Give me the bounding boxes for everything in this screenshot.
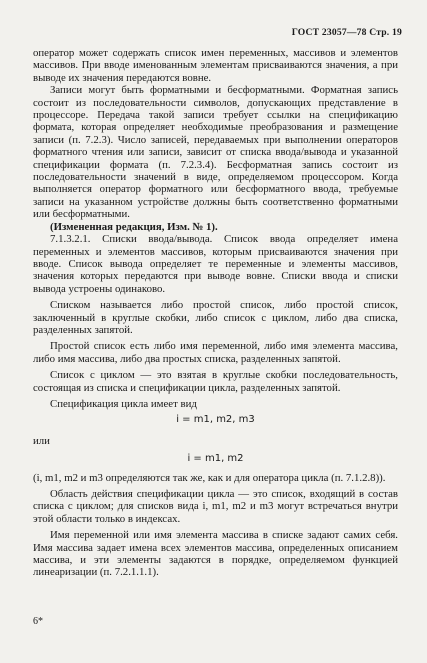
paragraph: Имя переменной или имя элемента массива в списке задают самих себя. Имя массива задает имена всех элементов массива, определенных описанием массива, и эти элементы задаются в порядке, определяемом функцией линеаризации (п. 7.2.1.1.1).	[33, 529, 398, 579]
paragraph: (i, m1, m2 и m3 определяются так же, как и для оператора цикла (п. 7.1.2.8)).	[33, 471, 386, 484]
document-body	[33, 47, 398, 579]
paragraph: Записи могут быть форматными и бесформатными. Форматная запись состоит из последовательности символов, допускающих представление в процессоре. Передача такой записи требует ссылки на спецификацию формата, которая определяет необходимые преобразования и размещение записи (п. 7.2.3). Число записей, передаваемых при выполнении операторов форматного чтения или записи, зависит от списка ввода/вывода и указанной спецификации формата (п. 7.2.3.4). Бесформатная запись состоит из последовательности значений в виде, определяемом процессором. Когда выполняется оператор форматного или бесформатного ввода, требуемые записи на указанном устройстве должны быть соответственно форматными или бесформатными.	[33, 84, 398, 221]
paragraph: Спецификация цикла имеет вид	[50, 397, 197, 410]
revision-note	[33, 221, 398, 233]
page-number: 6*	[33, 616, 43, 627]
paragraph: Списки ввода/вывода. Список ввода определяет имена переменных и элементов массивов, которым присваиваются значения при вводе. Список вывода определяет те переменные и элементы массивов, значения которых передаются при выводе вовне. Списки ввода и списки вывода устроены одинаково.	[33, 233, 398, 295]
paragraph: оператор может содержать список имен переменных, массивов и элементов массивов. При вводе именованным элементам присваиваются значения, а при выводе их значения передаются вовне.	[33, 47, 398, 84]
formula-1: i = m1, m2, m3	[176, 414, 255, 426]
paragraph: Область действия спецификации цикла — это список, входящий в состав списка с циклом; для списков вида i, m1, m2 и m3 могут встречаться внутри этой области только в индексах.	[33, 488, 398, 525]
paragraph: Списком называется либо простой список, либо простой список, заключенный в круглые скобки, либо список с циклом, либо два списка, разделенных запятой.	[33, 299, 398, 336]
paragraph: Простой список есть либо имя переменной, либо имя элемента массива, либо имя массива, либо два простых списка, разделенных запятой.	[33, 340, 398, 365]
page-header: ГОСТ 23057—78 Стр. 19	[291, 27, 402, 38]
paragraph: или	[33, 434, 50, 447]
revision-note-text: (Измененная редакция, Изм. № 1).	[50, 220, 218, 233]
section-paragraph	[33, 233, 398, 295]
paragraph: Список с циклом — это взятая в круглые скобки последовательность, состоящая из списка и спецификации цикла, разделенных запятой.	[33, 369, 398, 394]
formula-2: i = m1, m2	[187, 453, 244, 465]
section-number: 7.1.3.2.1.	[50, 233, 91, 246]
